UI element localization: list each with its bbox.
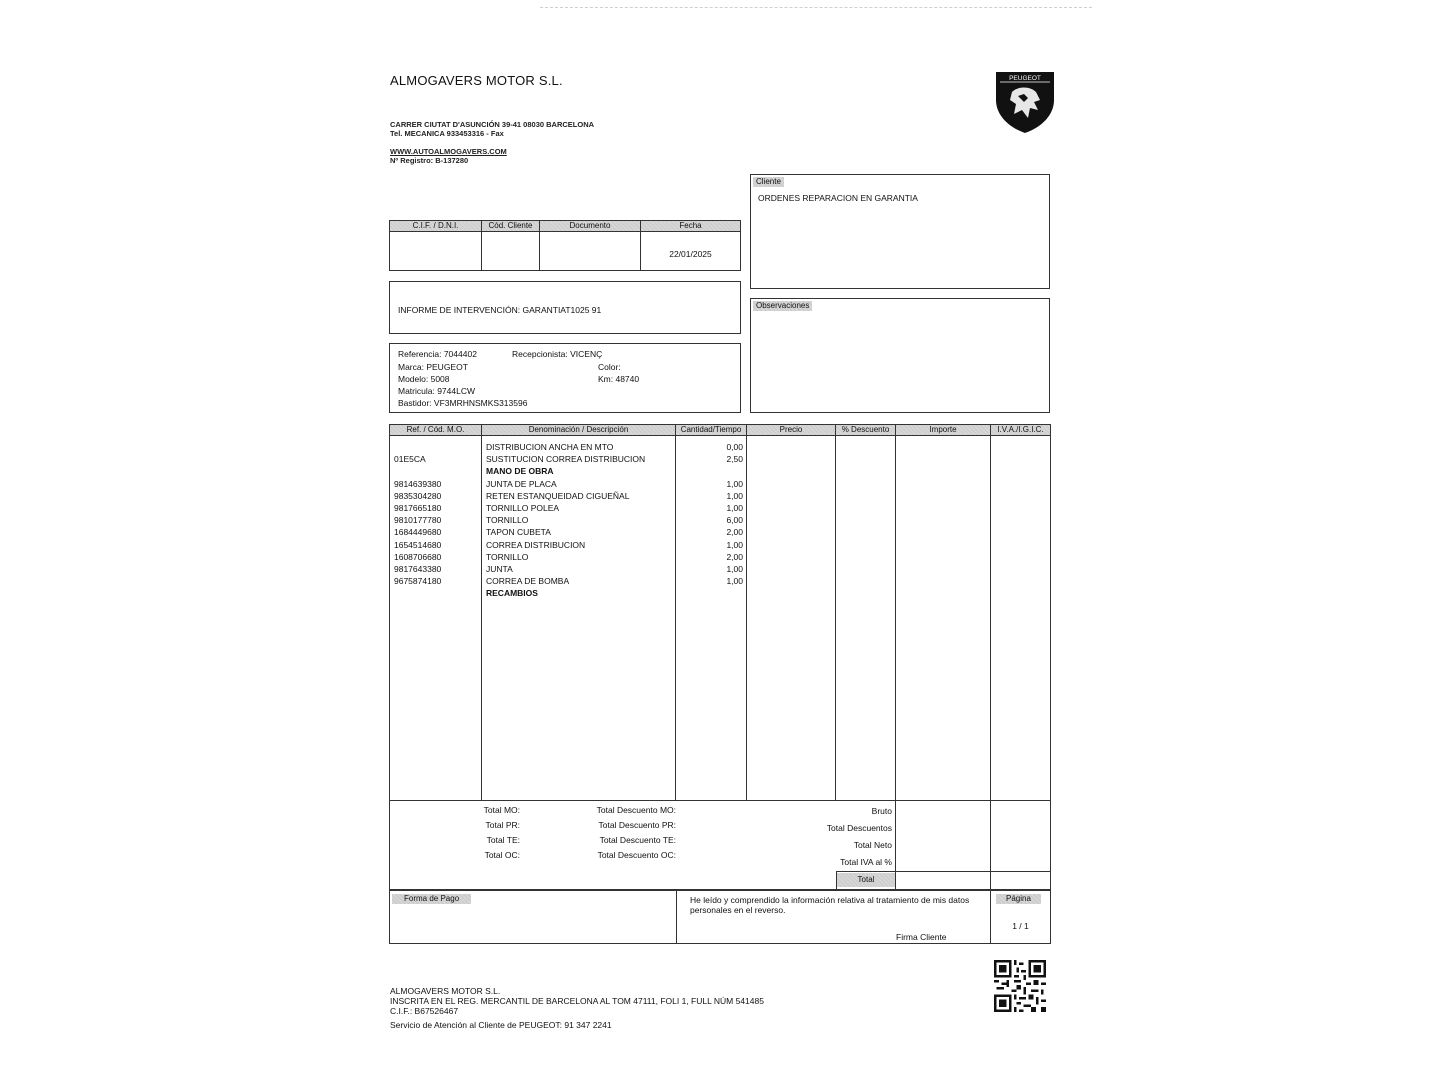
table-row-desc: RECAMBIOS (486, 588, 538, 599)
forma-pago-label: Forma de Pago (392, 894, 471, 904)
vehicle-recepcionista: Recepcionista: VICENÇ (512, 349, 603, 359)
vehicle-box (389, 343, 741, 413)
table-row-qty: 0,00 (726, 442, 743, 452)
total-iva-label: Total IVA al % (840, 857, 892, 867)
table-row-desc: RETEN ESTANQUEIDAD CIGUEÑAL (486, 490, 630, 501)
observaciones-label: Observaciones (753, 301, 812, 311)
table-row-ref: 9817665180 (394, 502, 442, 513)
company-phone: Tel. MECANICA 933453316 - Fax (390, 129, 504, 138)
total-pr: Total PR: (485, 820, 520, 830)
vehicle-km: Km: 48740 (598, 374, 640, 384)
header-ref: Ref. / Cód. M.O. (390, 425, 482, 436)
table-row-qty: 1,00 (726, 563, 743, 574)
table-row-ref (394, 441, 480, 453)
table-row-ref: 01E5CA (394, 454, 426, 465)
table-row-desc: JUNTA DE PLACA (486, 478, 557, 489)
peugeot-logo (994, 70, 1056, 134)
total-neto-label: Total Neto (853, 840, 892, 850)
total-desc-te: Total Descuento TE: (599, 835, 676, 845)
legal-registry: INSCRITA EN EL REG. MERCANTIL DE BARCELONA AL TOM 47111, FOLI 1, FULL NÚM 541485 (390, 996, 764, 1006)
table-row-desc: JUNTA (486, 563, 513, 574)
vehicle-modelo: Modelo: 5008 (398, 374, 450, 384)
table-row-qty: 1,00 (726, 539, 743, 550)
observaciones-box (750, 298, 1050, 413)
header-fecha: Fecha (641, 221, 740, 232)
company-address: CARRER CIUTAT D'ASUNCIÓN 39-41 08030 BARCELONA (390, 120, 595, 129)
vehicle-bastidor: Bastidor: VF3MRHNSMKS313596 (398, 398, 528, 408)
table-row-ref (394, 587, 480, 599)
totals-box (389, 800, 1051, 890)
table-row-desc: TORNILLO (486, 515, 529, 526)
table-row-ref: 9810177780 (394, 515, 442, 526)
firma-cliente-label: Firma Cliente (896, 932, 947, 942)
pagina-value: 1 / 1 (1012, 921, 1029, 931)
total-desc-pr: Total Descuento PR: (598, 820, 676, 830)
company-name: ALMOGAVERS MOTOR S.L. (390, 73, 563, 88)
table-row-desc: SUSTITUCION CORREA DISTRIBUCION (486, 454, 646, 465)
table-row-qty: 2,00 (726, 551, 743, 562)
table-row-ref: 9817643380 (394, 563, 442, 574)
logo-text: PEUGEOT (1009, 75, 1041, 82)
total-descuentos-label: Total Descuentos (826, 823, 892, 833)
header-descripcion: Denominación / Descripción (482, 425, 676, 436)
table-row-qty: 2,50 (726, 454, 743, 465)
client-box (750, 174, 1050, 289)
total-desc-mo: Total Descuento MO: (596, 805, 676, 815)
total-oc: Total OC: (484, 850, 520, 860)
table-row-qty: 1,00 (726, 478, 743, 489)
vehicle-color: Color: (598, 362, 621, 372)
header-descuento: % Descuento (836, 425, 896, 436)
company-web: WWW.AUTOALMOGAVERS.COM (390, 147, 507, 156)
desc-column (486, 441, 674, 599)
payment-box (389, 890, 1051, 944)
table-row-desc: CORREA DISTRIBUCION (486, 539, 586, 550)
table-row-desc: TORNILLO POLEA (486, 502, 560, 513)
table-row-qty: 1,00 (726, 576, 743, 587)
informe-text: INFORME DE INTERVENCIÓN: GARANTIAT1025 91 (398, 305, 602, 315)
table-row-desc: MANO DE OBRA (486, 466, 554, 477)
table-row-ref: 1684449680 (394, 527, 442, 538)
vehicle-matricula: Matricula: 9744LCW (398, 386, 476, 396)
company-registry: Nº Registro: B-137280 (390, 156, 469, 165)
table-row-desc: CORREA DE BOMBA (486, 576, 570, 587)
qr-code-icon (994, 960, 1046, 1012)
table-row-ref: 9835304280 (394, 490, 442, 501)
table-row-ref: 1654514680 (394, 539, 442, 550)
lines-table (389, 424, 1051, 801)
pagina-label: Página (996, 894, 1041, 904)
client-label: Cliente (753, 177, 784, 187)
legal-service: Servicio de Atención al Cliente de PEUGEOT: 91 347 2241 (390, 1020, 612, 1030)
legal-cif: C.I.F.: B67526467 (390, 1006, 459, 1016)
id-table (389, 220, 741, 271)
table-row-qty: 1,00 (726, 490, 743, 501)
total-desc-oc: Total Descuento OC: (597, 850, 676, 860)
header-cod-cliente: Cód. Cliente (482, 221, 540, 232)
total-mo: Total MO: (483, 805, 520, 815)
bruto-label: Bruto (871, 806, 892, 816)
informe-box (389, 281, 741, 334)
table-row-qty: 1,00 (726, 502, 743, 513)
vehicle-referencia: Referencia: 7044402 (398, 349, 477, 359)
scan-artifact-line (540, 7, 1092, 8)
table-row-ref: 9675874180 (394, 576, 442, 587)
table-row-qty: 6,00 (726, 515, 743, 526)
header-cif: C.I.F. / D.N.I. (390, 221, 482, 232)
table-row-ref (394, 465, 480, 477)
table-row-desc: DISTRIBUCION ANCHA EN MTO (486, 442, 614, 452)
client-value: ORDENES REPARACION EN GARANTIA (758, 193, 918, 203)
header-precio: Precio (747, 425, 836, 436)
total-te: Total TE: (486, 835, 520, 845)
header-iva: I.V.A./I.G.I.C. (991, 425, 1050, 436)
legal-company: ALMOGAVERS MOTOR S.L. (390, 986, 501, 996)
header-documento: Documento (540, 221, 641, 232)
qty-column (678, 441, 743, 599)
table-row-qty (678, 587, 743, 599)
table-row-ref: 9814639380 (394, 478, 442, 489)
table-row-desc: TAPON CUBETA (486, 527, 551, 538)
privacy-text: He leído y comprendido la información relativa al tratamiento de mis datos personales en el reverso. (690, 895, 970, 915)
header-importe: Importe (896, 425, 991, 436)
total-label: Total (837, 873, 895, 887)
table-row-ref: 1608706680 (394, 551, 442, 562)
table-row-desc: TORNILLO (486, 551, 529, 562)
vehicle-marca: Marca: PEUGEOT (398, 362, 468, 372)
table-row-qty (678, 465, 743, 477)
fecha-value: 22/01/2025 (669, 249, 712, 259)
header-cantidad: Cantidad/Tiempo (676, 425, 747, 436)
ref-column (394, 441, 480, 599)
table-row-qty: 2,00 (726, 527, 743, 538)
